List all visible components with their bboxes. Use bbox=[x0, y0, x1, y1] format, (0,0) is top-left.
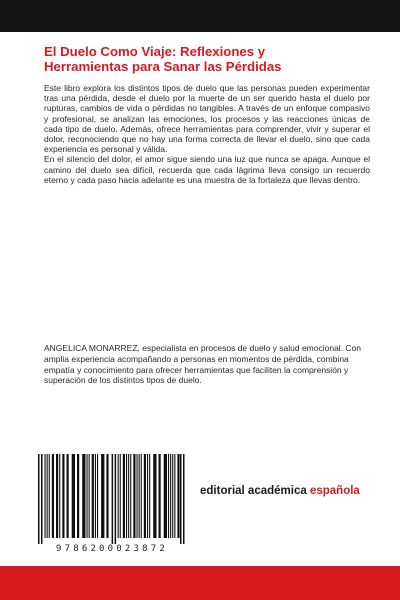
description-paragraph: Este libro explora los distintos tipos de duelo que las personas pueden experimentar tras una pérdida, desde el duelo por la muerte de un ser querido hasta el duelo por rupturas, cambios de vida o pérdidas no tangibles. A través de un enfoque compasivo y profesional, se analizan las emociones, los procesos y las reacciones únicas de cada tipo de duelo. Además, ofrece herramientas para comprender, vivir y superar el dolor, reconociendo que no hay una forma correcta de llevar el duelo, sino que cada experiencia es personal y válida. bbox=[44, 83, 370, 155]
title-line-1: El Duelo Como Viaje: Reflexiones y bbox=[44, 44, 266, 59]
barcode-bar bbox=[168, 454, 169, 538]
barcode-bar bbox=[56, 454, 58, 538]
barcode bbox=[32, 452, 192, 560]
book-title bbox=[44, 44, 374, 74]
barcode-bar bbox=[137, 454, 138, 538]
barcode-bar bbox=[141, 454, 142, 538]
barcode-bar bbox=[41, 454, 43, 544]
barcode-bar bbox=[180, 454, 182, 544]
barcode-bars bbox=[36, 454, 188, 546]
isbn-number: 9786200023872 bbox=[55, 544, 169, 554]
top-band bbox=[0, 0, 400, 32]
barcode-bar bbox=[144, 454, 146, 538]
publisher-logo bbox=[200, 485, 360, 497]
barcode-bar bbox=[147, 454, 148, 538]
barcode-bar bbox=[172, 454, 173, 538]
barcode-bar bbox=[164, 454, 167, 538]
barcode-bar bbox=[149, 454, 150, 538]
barcode-bar bbox=[123, 454, 125, 538]
barcode-bar bbox=[139, 454, 140, 538]
publisher-name-accent: española bbox=[309, 485, 360, 497]
barcode-bar bbox=[101, 454, 104, 538]
barcode-bar bbox=[174, 454, 175, 538]
barcode-bar bbox=[62, 454, 64, 538]
title-line-2: Herramientas para Sanar las Pérdidas bbox=[44, 59, 282, 74]
barcode-bar bbox=[89, 454, 90, 538]
barcode-bar bbox=[106, 454, 108, 538]
barcode-bar bbox=[128, 454, 129, 538]
description-closing: En el silencio del dolor, el amor sigue siendo una luz que nunca se apaga. Aunque el camino del duelo sea difícil, recuerda que cada lágrima lleva consigo un recuerdo eterno y cada paso hacia adelante es una muestra de la fortaleza que llevas dentro. bbox=[44, 154, 370, 185]
barcode-bar bbox=[59, 454, 60, 538]
barcode-bar bbox=[120, 454, 121, 538]
barcode-bar bbox=[82, 454, 85, 538]
barcode-bar bbox=[153, 454, 156, 538]
barcode-bar bbox=[118, 454, 119, 538]
barcode-bar bbox=[170, 454, 171, 538]
barcode-bar bbox=[38, 454, 40, 544]
barcode-bar bbox=[92, 454, 94, 538]
barcode-bar bbox=[49, 454, 50, 538]
barcode-bar bbox=[126, 454, 127, 538]
barcode-bar bbox=[177, 454, 179, 538]
barcode-bar bbox=[159, 454, 161, 538]
barcode-bar bbox=[45, 454, 46, 538]
barcode-bar bbox=[95, 454, 96, 538]
author-bio: ANGELICA MONARREZ, especialista en procesos de duelo y salud emocional. Con amplia experiencia acompañando a personas en momentos de pérdida, combina empatía y conocimiento para ofrecer herramientas que faciliten la comprensión y superación de los distintos tipos de duelo. bbox=[44, 343, 362, 386]
barcode-bar bbox=[72, 454, 75, 538]
barcode-bar bbox=[47, 454, 48, 538]
barcode-bar bbox=[115, 454, 117, 544]
barcode-bar bbox=[133, 454, 135, 538]
barcode-bar bbox=[183, 454, 185, 544]
bottom-band bbox=[0, 566, 400, 600]
barcode-bar bbox=[130, 454, 131, 538]
barcode-bar bbox=[112, 454, 114, 544]
barcode-bar bbox=[67, 454, 69, 538]
barcode-bar bbox=[52, 454, 54, 538]
book-description bbox=[44, 83, 370, 185]
publisher-name-main: editorial académica bbox=[200, 485, 307, 497]
barcode-bar bbox=[87, 454, 88, 538]
barcode-bar bbox=[97, 454, 98, 538]
barcode-bar bbox=[77, 454, 79, 538]
